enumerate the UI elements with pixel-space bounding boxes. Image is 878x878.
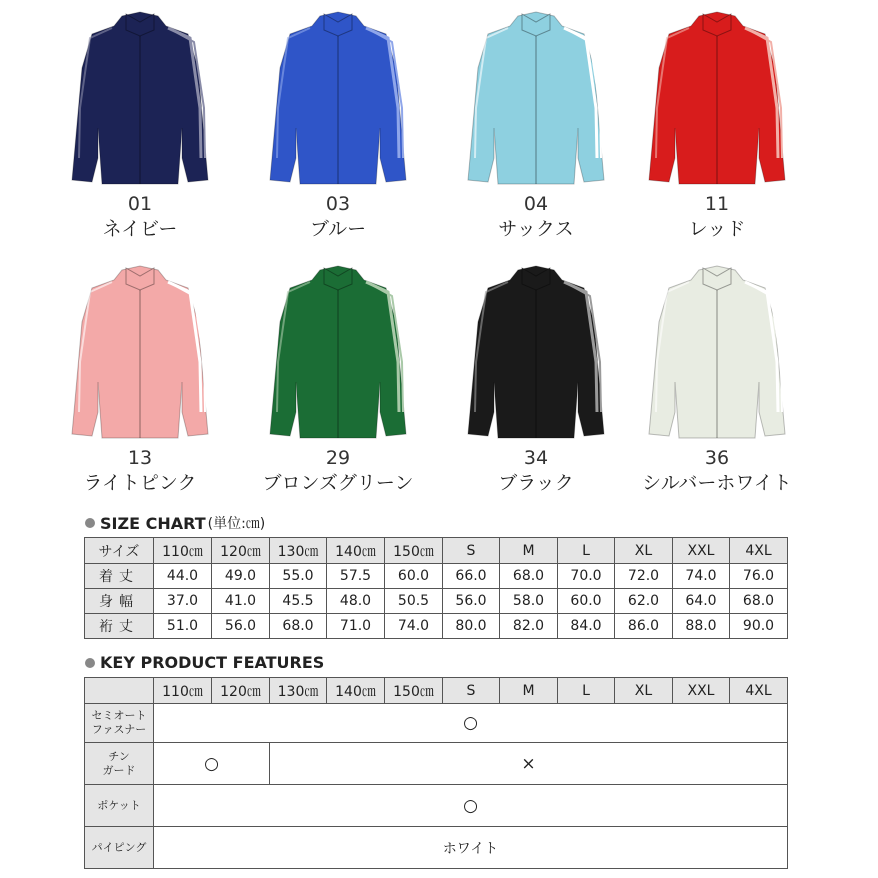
measurement-value: 72.0 — [615, 564, 673, 589]
jacket-image — [70, 8, 210, 188]
bullet-icon — [85, 518, 95, 528]
color-code: 34 — [523, 447, 549, 469]
feature-label-zipper — [85, 704, 154, 743]
size-column-header: 120㎝ — [212, 538, 270, 564]
color-swatch[interactable] — [617, 262, 817, 496]
color-swatch[interactable] — [617, 8, 817, 242]
color-swatch[interactable] — [40, 262, 240, 496]
feature-row-chin-guard — [85, 743, 788, 785]
size-column-header: 150㎝ — [385, 538, 443, 564]
color-swatch[interactable] — [238, 8, 438, 242]
feature-row-piping — [85, 827, 788, 869]
size-chart-title: SIZE CHART — [100, 513, 206, 533]
measurement-value: 57.5 — [327, 564, 385, 589]
measurement-value: 49.0 — [212, 564, 270, 589]
measurement-value: 56.0 — [212, 614, 270, 639]
size-column-header: M — [500, 538, 558, 564]
features-size-header: M — [500, 678, 558, 704]
color-code: 36 — [704, 447, 730, 469]
feature-label-line: セミオート — [91, 709, 147, 722]
measurement-label: 着丈 — [85, 564, 154, 589]
size-chart-header-row — [85, 538, 788, 564]
color-code: 03 — [325, 193, 351, 215]
measurement-value: 70.0 — [558, 564, 615, 589]
measurement-value: 80.0 — [443, 614, 500, 639]
features-header-row — [85, 678, 788, 704]
feature-label-pocket: ポケット — [85, 785, 154, 827]
features-size-header: 110㎝ — [154, 678, 212, 704]
jacket-image — [70, 262, 210, 442]
feature-label-line: ファスナー — [91, 723, 147, 736]
feature-value-pocket: ○ — [154, 785, 788, 827]
feature-value-chin-guard-kids: ○ — [154, 743, 270, 785]
color-code: 01 — [127, 193, 153, 215]
size-column-header: 130㎝ — [270, 538, 327, 564]
measurement-value: 68.0 — [270, 614, 327, 639]
features-size-header: 140㎝ — [327, 678, 385, 704]
feature-row-zipper — [85, 704, 788, 743]
features-size-header: XXL — [673, 678, 730, 704]
measurement-value: 58.0 — [500, 589, 558, 614]
size-chart-row — [85, 564, 788, 589]
color-code: 04 — [523, 193, 549, 215]
size-chart-row — [85, 589, 788, 614]
jacket-image — [268, 8, 408, 188]
features-table — [84, 677, 788, 869]
measurement-value: 82.0 — [500, 614, 558, 639]
measurement-value: 50.5 — [385, 589, 443, 614]
color-code: 11 — [704, 193, 730, 215]
color-name: レッド — [688, 218, 746, 240]
size-column-header: 140㎝ — [327, 538, 385, 564]
size-column-header: L — [558, 538, 615, 564]
size-column-header: XL — [615, 538, 673, 564]
color-swatch[interactable] — [436, 262, 636, 496]
measurement-value: 62.0 — [615, 589, 673, 614]
feature-value-chin-guard-rest: × — [270, 743, 788, 785]
measurement-value: 74.0 — [385, 614, 443, 639]
features-size-header: 130㎝ — [270, 678, 327, 704]
measurement-value: 56.0 — [443, 589, 500, 614]
features-title: KEY PRODUCT FEATURES — [100, 653, 325, 672]
feature-label-line: チン — [108, 749, 130, 763]
measurement-value: 60.0 — [385, 564, 443, 589]
feature-value-piping: ホワイト — [154, 827, 788, 869]
color-swatch[interactable] — [40, 8, 240, 242]
jacket-image — [466, 262, 606, 442]
features-heading — [85, 653, 324, 672]
color-name: サックス — [498, 218, 574, 240]
size-column-header: 110㎝ — [154, 538, 212, 564]
measurement-value: 88.0 — [673, 614, 730, 639]
feature-label-chin-guard — [85, 743, 154, 785]
size-column-header: 4XL — [730, 538, 788, 564]
measurement-value: 90.0 — [730, 614, 788, 639]
measurement-value: 74.0 — [673, 564, 730, 589]
measurement-value: 48.0 — [327, 589, 385, 614]
measurement-value: 64.0 — [673, 589, 730, 614]
measurement-value: 60.0 — [558, 589, 615, 614]
size-chart-table — [84, 537, 788, 639]
features-size-header: XL — [615, 678, 673, 704]
features-size-header: 120㎝ — [212, 678, 270, 704]
measurement-value: 71.0 — [327, 614, 385, 639]
measurement-value: 86.0 — [615, 614, 673, 639]
color-name: ネイビー — [102, 218, 178, 240]
size-chart-heading — [85, 513, 265, 533]
jacket-image — [466, 8, 606, 188]
features-corner-cell — [85, 678, 154, 704]
color-code: 13 — [127, 447, 153, 469]
measurement-label: 裄丈 — [85, 614, 154, 639]
measurement-value: 41.0 — [212, 589, 270, 614]
jacket-image — [647, 262, 787, 442]
features-size-header: 150㎝ — [385, 678, 443, 704]
measurement-value: 37.0 — [154, 589, 212, 614]
color-swatch[interactable] — [238, 262, 438, 496]
feature-row-pocket — [85, 785, 788, 827]
measurement-value: 84.0 — [558, 614, 615, 639]
features-size-header: L — [558, 678, 615, 704]
color-swatch[interactable] — [436, 8, 636, 242]
size-chart-unit: (単位:㎝) — [207, 516, 266, 532]
features-size-header: S — [443, 678, 500, 704]
measurement-value: 44.0 — [154, 564, 212, 589]
bullet-icon — [85, 658, 95, 668]
color-name: シルバーホワイト — [642, 472, 792, 494]
color-name: ブラック — [498, 472, 574, 494]
measurement-value: 51.0 — [154, 614, 212, 639]
measurement-value: 76.0 — [730, 564, 788, 589]
measurement-value: 55.0 — [270, 564, 327, 589]
measurement-value: 68.0 — [500, 564, 558, 589]
color-name: ブロンズグリーン — [262, 472, 414, 494]
features-size-header: 4XL — [730, 678, 788, 704]
color-name: ブルー — [309, 218, 367, 240]
measurement-label: 身幅 — [85, 589, 154, 614]
size-chart-row — [85, 614, 788, 639]
color-name: ライトピンク — [83, 472, 197, 494]
measurement-value: 66.0 — [443, 564, 500, 589]
size-header-label: サイズ — [85, 538, 154, 564]
size-column-header: XXL — [673, 538, 730, 564]
measurement-value: 45.5 — [270, 589, 327, 614]
feature-label-piping: パイピング — [85, 827, 154, 869]
size-column-header: S — [443, 538, 500, 564]
measurement-value: 68.0 — [730, 589, 788, 614]
jacket-image — [647, 8, 787, 188]
color-code: 29 — [325, 447, 351, 469]
feature-label-line: ガード — [102, 763, 136, 777]
feature-value-zipper: ○ — [154, 704, 788, 743]
jacket-image — [268, 262, 408, 442]
